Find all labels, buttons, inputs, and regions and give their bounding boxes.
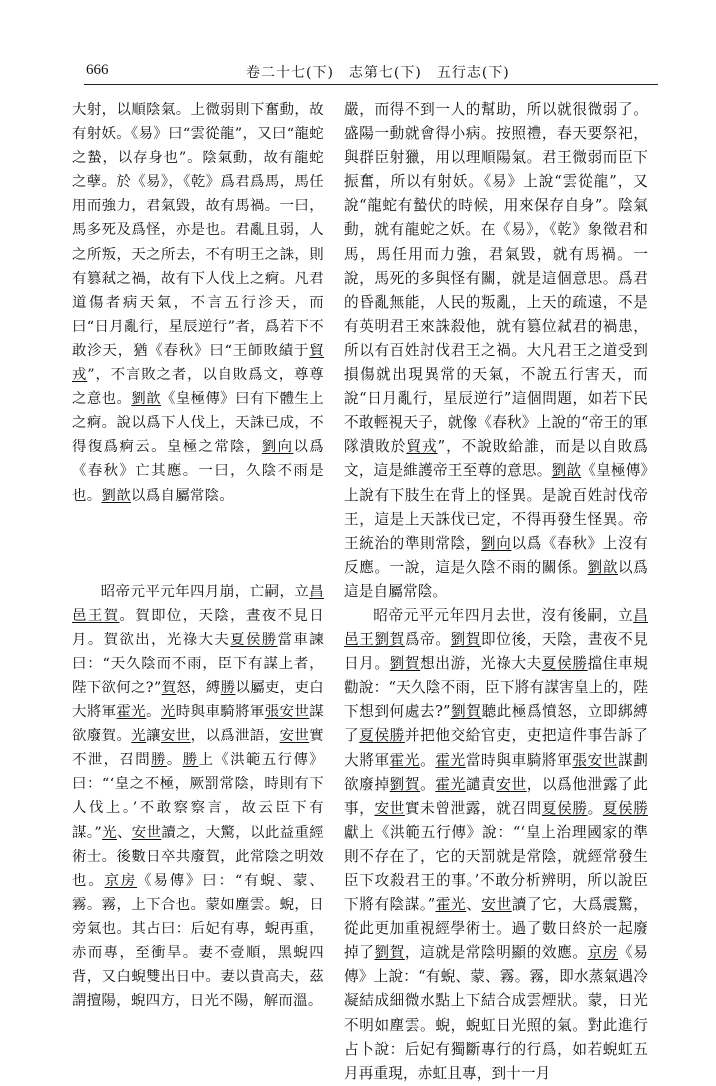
proper-name: 安世 (496, 775, 527, 793)
proper-name: 賀 (161, 679, 177, 696)
text-run: 昭帝元平元年四月去世，沒有後嗣，立 (373, 606, 634, 624)
text-run: 昭帝元平元年四月崩，亡嗣，立 (100, 583, 310, 600)
text-run: 即位後，天陰，晝夜不見日月。 (344, 631, 648, 673)
proper-name: 安世 (279, 728, 310, 745)
text-run: 讀之，大驚，以此益重經術士。後數日卒共廢賀，此常陰之明效也。 (72, 824, 324, 889)
proper-name: 張安世 (572, 751, 619, 769)
text-run: 當時與車騎將軍 (465, 751, 573, 769)
page-number: 666 (86, 62, 109, 78)
proper-name: 劉歆 (587, 558, 619, 576)
proper-name: 夏侯勝 (602, 799, 648, 817)
text-run: 。 (420, 751, 436, 769)
text-run: 獻上《洪範五行傳》說：“‘皇上治理國家的準則不存在了，它的天罰就是常陰，就經常發生臣下攻殺君王的事。’不敢分析辨明，所以說臣下將有陰謀。” (344, 823, 648, 914)
modern-translation-column (344, 98, 648, 1086)
text-run: 。 (420, 775, 436, 793)
modern-paragraph-1 (344, 98, 648, 604)
text-run: 上《洪範五行傳》曰：“‘皇之不極，厥罰常陰，時則有下人伐上。’不敢察察言，故云臣下有謀。” (72, 752, 324, 841)
proper-name: 霍光 (435, 775, 466, 793)
text-run: 讀了它，大爲震驚，從此更加重視經學術士。過了數日終於一起廢掉了 (344, 896, 648, 962)
proper-name: 劉賀 (450, 703, 482, 721)
proper-name: 劉賀 (374, 944, 405, 962)
proper-name: 劉歆 (551, 462, 582, 480)
text-run: 《易傳》曰：“有蜺、蒙、霧。霧，上下合也。蒙如塵雲。蜺，日旁氣也。其占曰：后妃有專，蜺再重，赤而專，至衝旱。妻不壹順，黑蜺四背，又白蜺雙出日中。妻以貴高夫，茲謂擅陽，蜺四方，日光不陽，解而溫。 (72, 872, 325, 1010)
text-run: 爲帝。 (404, 631, 451, 649)
proper-name: 夏侯勝 (230, 631, 278, 648)
proper-name: 夏侯勝 (541, 799, 588, 817)
text-run: ，以爲泄語， (190, 728, 280, 745)
proper-name: 光 (160, 704, 176, 721)
text-run: 聽此極爲憤怒，立即綁縛了 (344, 703, 648, 745)
modern-paragraph-2 (344, 604, 648, 1086)
proper-name: 霍光 (116, 704, 147, 721)
proper-name: 夏侯勝 (359, 727, 405, 745)
text-run: 實未曾泄露，就召問 (404, 799, 542, 817)
text-run: 《皇極傳》曰有下體生上之痾。說以爲下人伐上，天誅已成，不得復爲痾云。皇極之常陰， (72, 391, 324, 456)
running-head: 卷二十七(下) 志第七(下) 五行志(下) (246, 65, 510, 81)
proper-name: 京房 (104, 872, 138, 889)
proper-name: 勝 (182, 752, 199, 769)
text-run: 、 (466, 896, 482, 914)
proper-name: 劉歆 (131, 391, 161, 408)
text-run: 想出游，光祿大夫 (420, 655, 542, 673)
text-run: 時與車騎將軍 (175, 704, 265, 721)
text-run: 。 (587, 799, 603, 817)
text-run: 謀欲廢賀。 (72, 704, 324, 745)
text-run: ，這就是常陰明顯的效應。 (404, 944, 588, 962)
proper-name: 安世 (481, 896, 512, 914)
proper-name: 貿戎 (72, 342, 324, 384)
header-rule (84, 84, 658, 85)
classical-paragraph-2 (72, 580, 324, 1014)
proper-name: 勝 (151, 752, 167, 769)
text-run: 《易傳》上說：“有蜺、蒙、霧。霧，即水蒸氣遇冷凝結成細微水點上下結合成雲煙狀。蒙，日光不明如塵雲。蜺，蜺虹日光照的氣。對此進行占卜說：后妃有獨斷專行的行爲，如若蜺虹五月再重現，赤虹且專，到十一月 (344, 944, 648, 1082)
proper-name: 光 (102, 824, 117, 841)
text-run: 以爲《春秋》上沒有反應。一說，這是久陰不雨的關係。 (344, 534, 648, 576)
proper-name: 霍光 (435, 751, 466, 769)
text-run: 以爲這是自屬常陰。 (344, 558, 648, 600)
proper-name: 昌邑王劉賀 (344, 606, 648, 649)
text-run: 譴責 (465, 775, 497, 793)
proper-name: 安世 (131, 824, 162, 841)
page-header (86, 58, 656, 84)
proper-name: 安世 (374, 799, 405, 817)
proper-name: 安世 (160, 728, 191, 745)
text-run: 擋住車規勸說：“天久陰不雨，臣下將有謀害皇上的，陛下想到何處去?” (344, 655, 648, 721)
text-run: 、 (116, 824, 132, 841)
text-run: 當車諫曰：“天久陰而不雨，臣下有謀上者，陛下欲何之?” (72, 631, 324, 696)
text-run: ”，不言敗之者，以自敗爲文，尊尊之意也。 (72, 367, 324, 408)
proper-name: 劉向 (261, 439, 294, 456)
text-run: 嚴，而得不到一人的幫助，所以就很微弱了。盛陽一動就會得小病。按照禮，春天要祭祀，與群臣射獵，用以理順陽氣。君王微弱而臣下振奮，所以有射妖。《易》上說“雲從龍”，又說“龍蛇有蟄伏的時候，用來保存自身”。陰氣動，就有龍蛇之妖。在《易》，《乾》象徵君和馬，馬任用而力強，君氣毀，就有馬禍。一說，馬死的多與怪有關，就是這個意思。爲君的昏亂無能，人民的叛亂，上天的疏遠，不是有英明君王來誅殺他，就有篡位弒君的禍患，所以有百姓討伐君王之禍。大凡君王之道受到損傷就出現異常的天氣，不說五行害天，而說“日月亂行，星辰逆行”這個問題，如若下民不敢輕視天子，就像《春秋》上說的“帝王的軍隊潰敗於 (344, 101, 648, 456)
proper-name: 劉歆 (101, 487, 131, 504)
proper-name: 夏侯勝 (541, 655, 588, 673)
proper-name: 張安世 (264, 704, 310, 721)
text-run: 以屬吏，吏白大將軍 (72, 679, 324, 721)
proper-name: 劉賀 (450, 631, 482, 649)
text-run: 。 (146, 704, 161, 721)
proper-name: 昌邑王賀 (72, 583, 324, 624)
proper-name: 貿戎 (406, 438, 438, 456)
text-run: 讓 (146, 728, 161, 745)
text-run: 。 (166, 752, 183, 769)
text-run: 。賀即位，天陰，晝夜不見日月。賀欲出，光祿大夫 (72, 607, 324, 648)
text-run: ，以爲他泄露了此事， (344, 775, 649, 817)
text-run: 以爲《春秋》亡其應。一曰，久陰不雨是也。 (72, 439, 325, 504)
classical-text-column (72, 98, 324, 1013)
proper-name: 光 (131, 728, 147, 745)
paragraph-gap (72, 508, 324, 580)
text-run: ”，不說敗給誰，而是以自敗爲文，這是維護帝王至尊的意思。 (344, 438, 648, 480)
proper-name: 劉賀 (389, 655, 421, 673)
proper-name: 京房 (587, 944, 619, 962)
text-run: 以爲自屬常陰。 (130, 487, 235, 504)
text-run: 實不泄，召問 (72, 728, 324, 769)
proper-name: 勝 (220, 679, 236, 696)
text-run: 怒，縛 (176, 679, 221, 696)
proper-name: 霍光 (389, 751, 421, 769)
proper-name: 霍光 (435, 896, 467, 914)
proper-name: 劉向 (481, 534, 512, 552)
text-run: 并把他交給官吏，吏把這件事告訴了大將軍 (344, 727, 648, 769)
text-run: 《皇極傳》上說有下肢生在背上的怪異。是說百姓討伐帝王，這是上天誅伐已定，不得再發生怪異。帝王統治的準則常陰， (344, 462, 648, 552)
classical-paragraph-1 (72, 98, 324, 508)
text-run: 謀劃欲廢掉 (344, 751, 648, 793)
text-run: 大射，以順陰氣。上微弱則下奮動，故有射妖。《易》曰“雲從龍”，又曰“龍蛇之蟄，以存身也”。陰氣動，故有龍蛇之孽。於《易》，《乾》爲君爲馬，馬任用而強力，君氣毀，故有馬禍。一曰，馬多死及爲怪，亦是也。君亂且弱，人之所叛，天之所去，不有明王之誅，則有篡弒之禍，故有下人伐上之痾。凡君道傷者病天氣，不言五行沴天，而曰“日月亂行，星辰逆行”者，爲若下不敢沴天，猶《春秋》曰“王師敗績于 (72, 102, 324, 359)
proper-name: 劉賀 (389, 775, 421, 793)
